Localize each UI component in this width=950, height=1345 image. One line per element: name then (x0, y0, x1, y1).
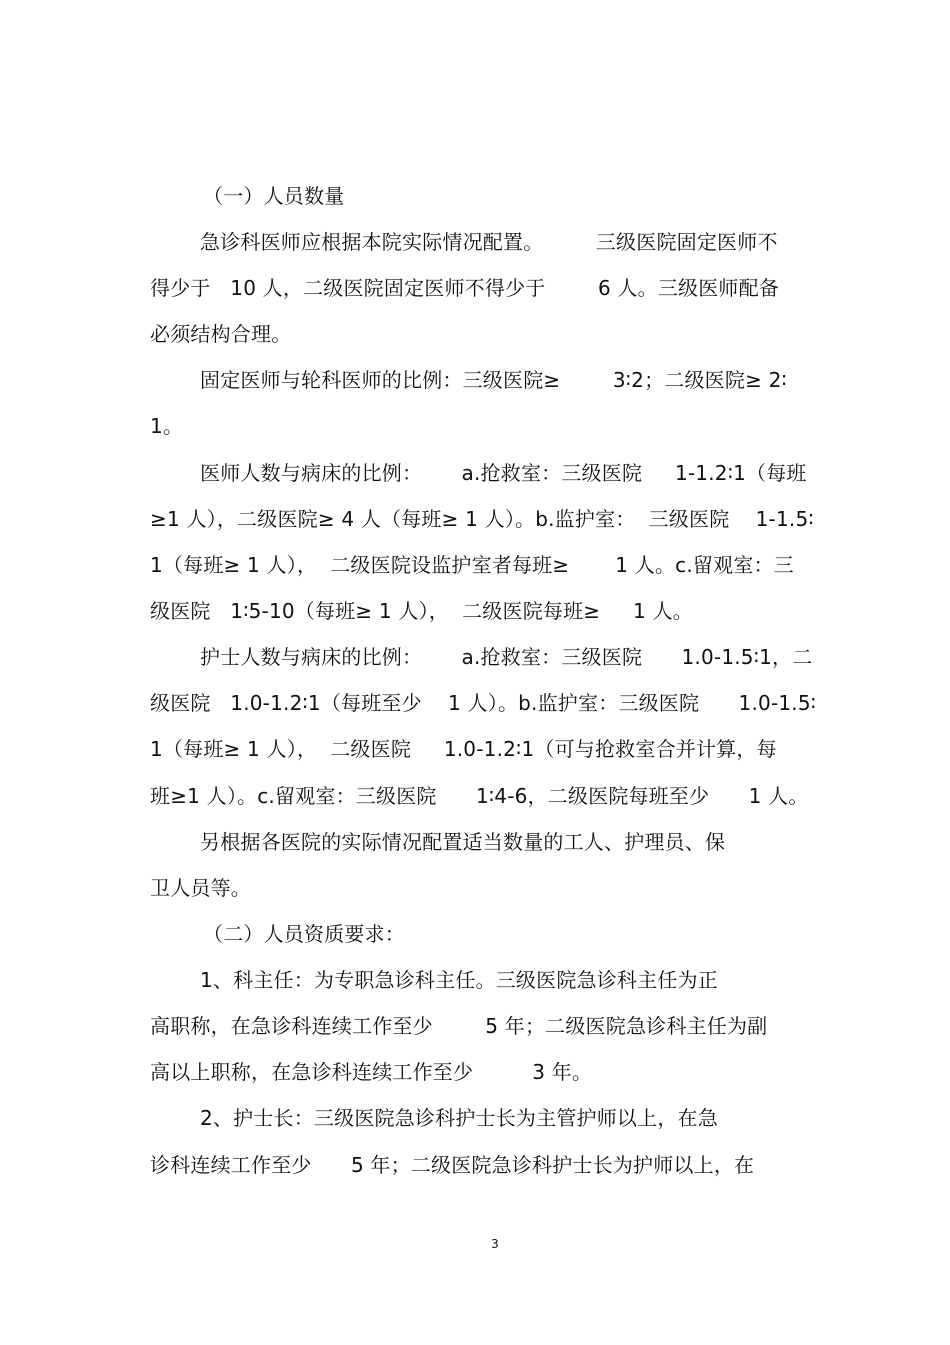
text-line: 卫人员等。 (150, 876, 251, 900)
text-line: 高以上职称，在急诊科连续工作至少 3 年。 (150, 1060, 593, 1084)
text-line: 1（每班≥ 1 人）， 二级医院设监护室者每班≥ 1 人。c.留观室：三 (150, 553, 794, 577)
text-line: 急诊科医师应根据本院实际情况配置。 三级医院固定医师不 (200, 230, 778, 254)
text-line: 1（每班≥ 1 人）， 二级医院 1.0-1.2∶1（可与抢救室合并计算，每 (150, 737, 777, 761)
section-heading-qualifications: （二）人员资质要求： (203, 922, 405, 946)
text-line: 医师人数与病床的比例： a.抢救室：三级医院 1-1.2∶1（每班 (200, 461, 807, 485)
text-line: 护士人数与病床的比例： a.抢救室：三级医院 1.0-1.5∶1，二 (200, 645, 813, 669)
text-line: 得少于 10 人，二级医院固定医师不得少于 6 人。三级医师配备 (150, 276, 780, 300)
text-line: 2、护士长：三级医院急诊科护士长为主管护师以上，在急 (200, 1106, 718, 1130)
text-line: 必须结构合理。 (150, 322, 292, 346)
page-number: 3 (491, 1237, 499, 1251)
text-line: 另根据各医院的实际情况配置适当数量的工人、护理员、保 (200, 830, 726, 854)
text-line: 1。 (150, 414, 184, 438)
text-line: 高职称，在急诊科连续工作至少 5 年；二级医院急诊科主任为副 (150, 1014, 768, 1038)
text-line: 班≥1 人）。c.留观室：三级医院 1∶4-6，二级医院每班至少 1 人。 (150, 784, 809, 808)
text-line: 级医院 1∶5-10（每班≥ 1 人）， 二级医院每班≥ 1 人。 (150, 599, 693, 623)
text-line: 级医院 1.0-1.2∶1（每班至少 1 人）。b.监护室：三级医院 1.0-1.5∶ (150, 691, 817, 715)
section-heading-staff-count: （一）人员数量 (203, 184, 345, 208)
text-line: 诊科连续工作至少 5 年；二级医院急诊科护士长为护师以上，在 (150, 1153, 755, 1177)
text-line: 固定医师与轮科医师的比例：三级医院≥ 3∶2；二级医院≥ 2∶ (200, 368, 787, 392)
text-line: ≥1 人），二级医院≥ 4 人（每班≥ 1 人）。b.监护室： 三级医院 1-1.5∶ (150, 507, 814, 531)
text-line: 1、科主任：为专职急诊科主任。三级医院急诊科主任为正 (200, 968, 718, 992)
